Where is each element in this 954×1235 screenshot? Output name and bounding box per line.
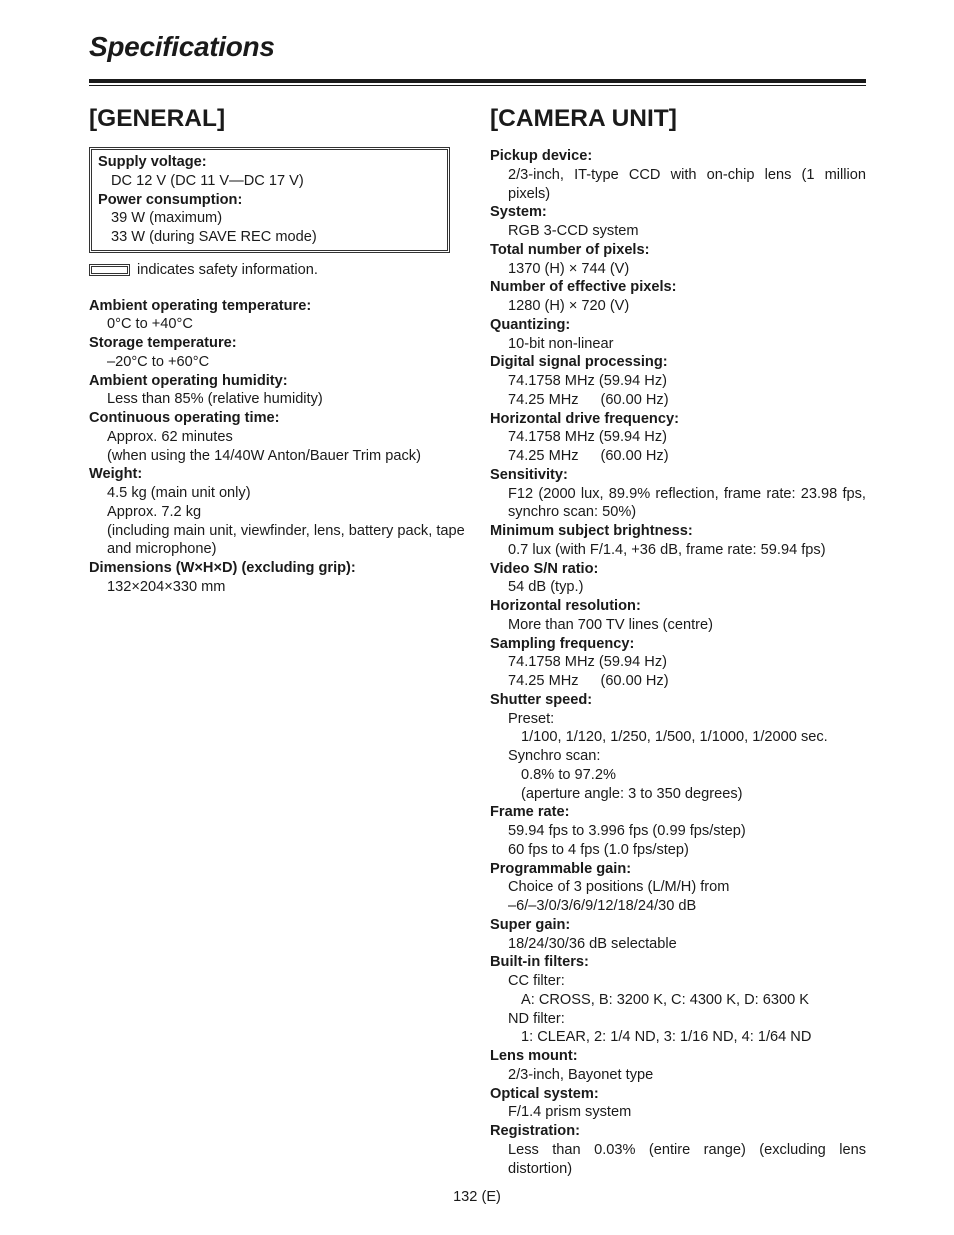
- spec-value: 39 W (maximum): [111, 210, 223, 227]
- spec-value: 59.94 fps to 3.996 fps (0.99 fps/step): [508, 823, 746, 839]
- spec-value: F/1.4 prism system: [508, 1104, 632, 1121]
- spec-value: 2/3-inch, IT-type CCD with on-chip lens (1 million pixels): [508, 166, 866, 202]
- spec-value: 74.1758 MHz (59.94 Hz): [508, 373, 667, 389]
- spec-label: Power consumption:: [98, 191, 243, 208]
- spec-value: Less than 85% (relative humidity): [107, 391, 323, 408]
- spec-value: 33 W (during SAVE REC mode): [111, 229, 317, 245]
- spec-value: 60 fps to 4 fps (1.0 fps/step): [508, 841, 689, 858]
- spec-label: System:: [490, 204, 547, 221]
- spec-value: 1: CLEAR, 2: 1/4 ND, 3: 1/16 ND, 4: 1/64 ND: [521, 1029, 812, 1046]
- spec-label: Frame rate:: [490, 804, 570, 821]
- spec-label: Total number of pixels:: [490, 241, 650, 258]
- spec-value: –6/–3/0/3/6/9/12/18/24/30 dB: [508, 898, 697, 914]
- spec-label: Weight:: [89, 466, 143, 483]
- general-heading: [GENERAL]: [89, 105, 226, 132]
- spec-value: Approx. 62 minutes: [107, 428, 233, 445]
- spec-label: Supply voltage:: [98, 154, 207, 170]
- spec-value: Synchro scan:: [508, 748, 601, 764]
- spec-value: 132×204×330 mm: [107, 578, 226, 595]
- spec-label: Horizontal resolution:: [490, 598, 641, 614]
- spec-value: F12 (2000 lux, 89.9% reflection, frame rate: 23.98 fps, synchro scan: 50%): [508, 485, 866, 521]
- spec-label: Ambient operating temperature:: [89, 297, 312, 314]
- spec-label: Sampling frequency:: [490, 635, 635, 652]
- spec-value: 10-bit non-linear: [508, 335, 614, 352]
- safety-spec-list: [98, 153, 441, 247]
- safety-info-box: [89, 147, 450, 253]
- spec-label: Built-in filters:: [490, 954, 589, 971]
- spec-value: (including main unit, viewfinder, lens, battery pack, tape and microphone): [107, 522, 465, 558]
- spec-label: Super gain:: [490, 916, 571, 933]
- spec-value: 0°C to +40°C: [107, 316, 193, 333]
- safety-box-symbol-icon: [89, 264, 130, 276]
- spec-value: 1280 (H) × 720 (V): [508, 298, 630, 314]
- spec-value: 74.1758 MHz (59.94 Hz): [508, 429, 667, 446]
- camera-unit-heading: [CAMERA UNIT]: [490, 105, 677, 132]
- spec-value: 1/100, 1/120, 1/250, 1/500, 1/1000, 1/2000 sec.: [521, 729, 828, 746]
- spec-label: Registration:: [490, 1123, 580, 1139]
- spec-value: CC filter:: [508, 973, 565, 989]
- general-column: [89, 104, 465, 597]
- spec-value: (aperture angle: 3 to 350 degrees): [521, 785, 743, 802]
- spec-label: Dimensions (W×H×D) (excluding grip):: [89, 560, 356, 576]
- spec-value: –20°C to +60°C: [107, 353, 210, 370]
- general-spec-list: [89, 297, 465, 597]
- camera-unit-column: [490, 104, 866, 1178]
- safety-legend-text: indicates safety information.: [137, 261, 318, 278]
- spec-value: ND filter:: [508, 1010, 565, 1027]
- spec-value: 74.25 MHz (60.00 Hz): [508, 391, 669, 408]
- spec-label: Optical system:: [490, 1085, 599, 1102]
- page-number: 132 (E): [453, 1189, 501, 1205]
- title-rule-thin: [89, 85, 866, 86]
- spec-label: Continuous operating time:: [89, 410, 280, 426]
- page-title: Specifications: [89, 31, 275, 62]
- spec-value: 1370 (H) × 744 (V): [508, 260, 630, 277]
- spec-value: 4.5 kg (main unit only): [107, 485, 251, 501]
- spec-label: Number of effective pixels:: [490, 279, 677, 296]
- safety-legend: [89, 261, 465, 280]
- spec-label: Shutter speed:: [490, 691, 593, 708]
- spec-label: Minimum subject brightness:: [490, 523, 693, 539]
- spec-label: Lens mount:: [490, 1048, 578, 1064]
- spec-label: Storage temperature:: [89, 335, 237, 351]
- spec-value: 0.8% to 97.2%: [521, 766, 616, 783]
- spec-label: Sensitivity:: [490, 466, 568, 483]
- spec-label: Video S/N ratio:: [490, 560, 599, 577]
- camera-unit-spec-list: [490, 147, 866, 1178]
- spec-value: 74.1758 MHz (59.94 Hz): [508, 654, 667, 671]
- spec-label: Ambient operating humidity:: [89, 372, 288, 389]
- spec-value: 74.25 MHz (60.00 Hz): [508, 448, 669, 464]
- spec-label: Horizontal drive frequency:: [490, 410, 679, 427]
- spec-label: Quantizing:: [490, 316, 571, 333]
- spec-value: (when using the 14/40W Anton/Bauer Trim pack): [107, 447, 421, 464]
- spec-value: A: CROSS, B: 3200 K, C: 4300 K, D: 6300 K: [521, 991, 809, 1008]
- spec-label: Pickup device:: [490, 148, 593, 164]
- spec-value: 18/24/30/36 dB selectable: [508, 935, 677, 952]
- spec-value: 0.7 lux (with F/1.4, +36 dB, frame rate: 59.94 fps): [508, 541, 826, 558]
- spec-value: DC 12 V (DC 11 V—DC 17 V): [111, 172, 304, 189]
- title-rule: [89, 79, 866, 83]
- spec-value: 54 dB (typ.): [508, 579, 584, 596]
- spec-value: RGB 3-CCD system: [508, 223, 639, 239]
- spec-value: 2/3-inch, Bayonet type: [508, 1066, 654, 1083]
- spec-value: More than 700 TV lines (centre): [508, 616, 713, 633]
- spec-label: Digital signal processing:: [490, 354, 668, 371]
- spec-value: Less than 0.03% (entire range) (excluding lens distortion): [508, 1141, 866, 1177]
- spec-label: Programmable gain:: [490, 860, 632, 877]
- spec-value: Choice of 3 positions (L/M/H) from: [508, 879, 730, 896]
- spec-value: 74.25 MHz (60.00 Hz): [508, 673, 669, 689]
- spec-value: Approx. 7.2 kg: [107, 503, 202, 520]
- spec-value: Preset:: [508, 710, 555, 727]
